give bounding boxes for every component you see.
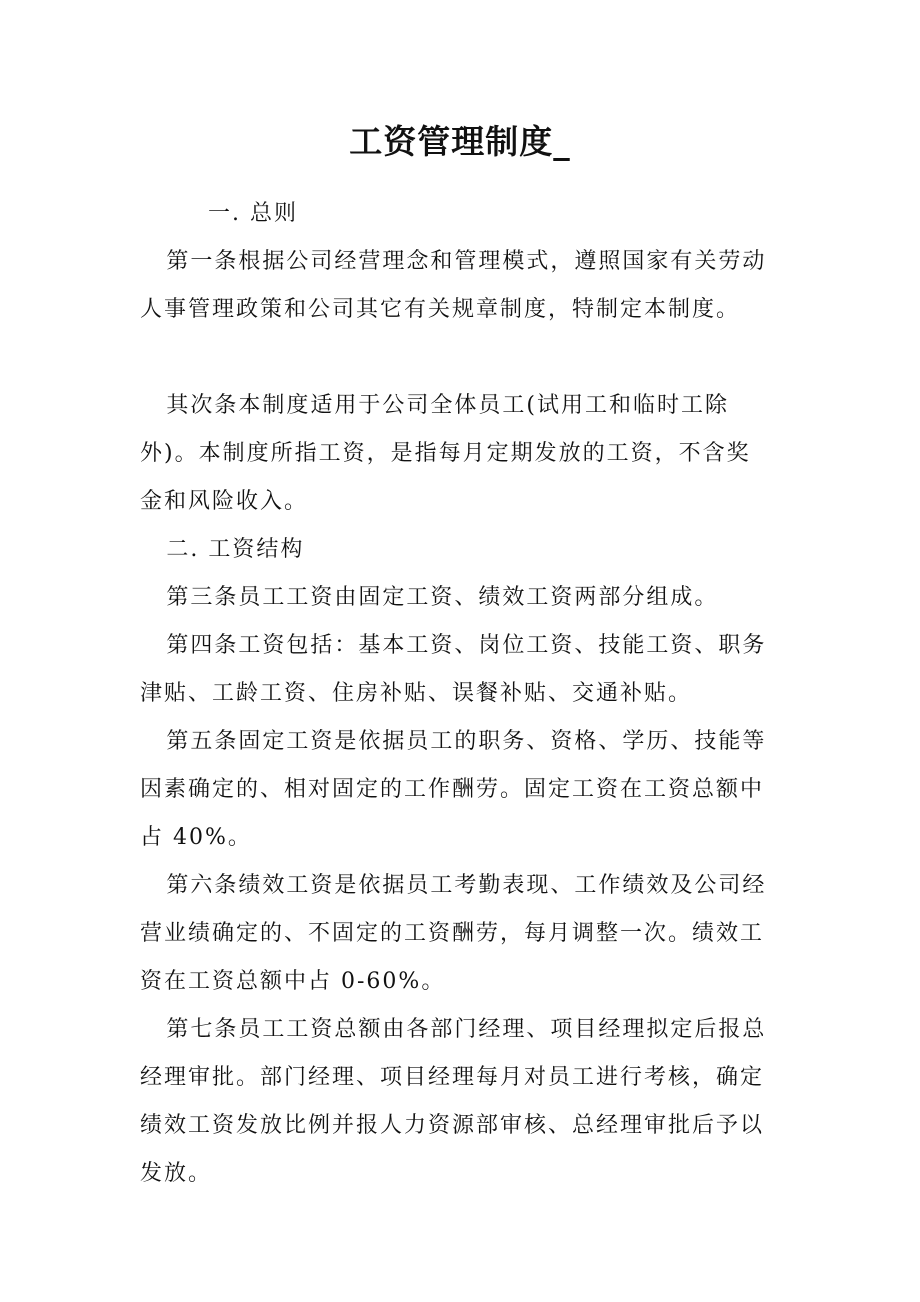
document-title: 工资管理制度_ [349, 122, 571, 161]
document-body [140, 190, 770, 1198]
paragraph-gap [140, 334, 770, 382]
article-4: 第四条工资包括：基本工资、岗位工资、技能工资、职务津贴、工龄工资、住房补贴、误餐补贴、交通补贴。 [140, 633, 767, 706]
section-heading-general: 一. 总则 [208, 201, 298, 226]
article-1: 第一条根据公司经营理念和管理模式，遵照国家有关劳动人事管理政策和公司其它有关规章制度，特制定本制度。 [140, 249, 767, 322]
article-6: 第六条绩效工资是依据员工考勤表现、工作绩效及公司经营业绩确定的、不固定的工资酬劳，每月调整一次。绩效工资在工资总额中占 0-60%。 [140, 873, 767, 994]
article-3: 第三条员工工资由固定工资、绩效工资两部分组成。 [166, 585, 719, 610]
article-2: 其次条本制度适用于公司全体员工(试用工和临时工除外)。本制度所指工资，是指每月定期发放的工资，不含奖金和风险收入。 [140, 393, 751, 514]
article-5: 第五条固定工资是依据员工的职务、资格、学历、技能等因素确定的、相对固定的工作酬劳。固定工资在工资总额中占 40%。 [140, 729, 767, 850]
section-heading-wage-structure: 二. 工资结构 [166, 537, 305, 562]
article-7: 第七条员工工资总额由各部门经理、项目经理拟定后报总经理审批。部门经理、项目经理每月对员工进行考核，确定绩效工资发放比例并报人力资源部审核、总经理审批后予以发放。 [140, 1017, 767, 1186]
